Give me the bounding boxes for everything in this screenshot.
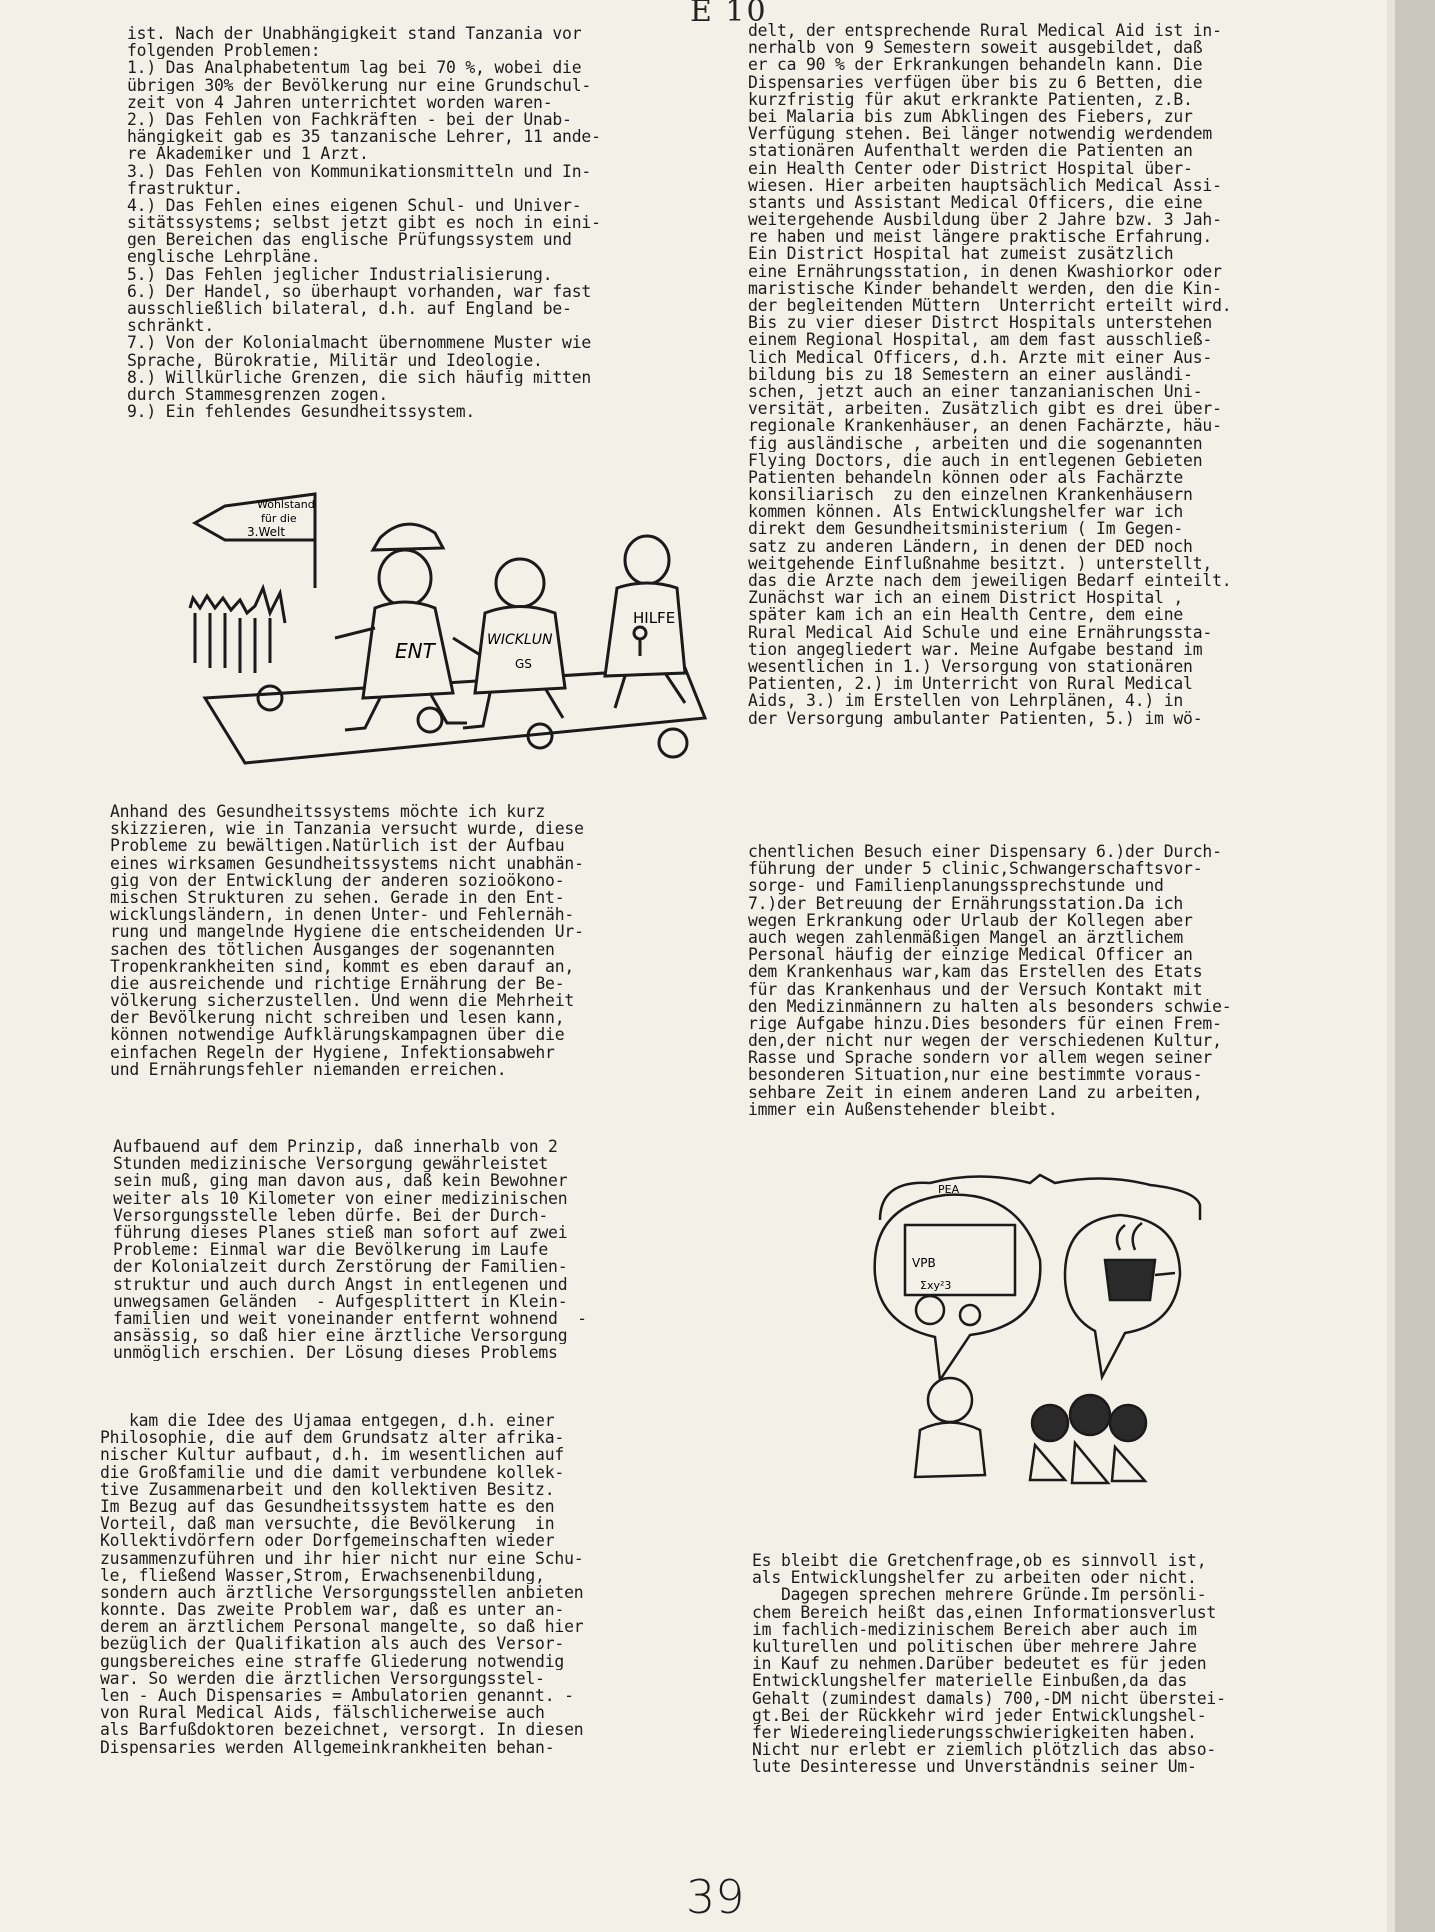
text-line: wegen Erkrankung oder Urlaub der Kollegen aber bbox=[748, 911, 1193, 929]
text-line: für das Krankenhaus und der Versuch Kontakt mit bbox=[748, 980, 1203, 998]
text-line: re Akademiker und 1 Arzt. bbox=[127, 145, 369, 163]
text-line: in Kauf zu nehmen.Darüber bedeutet es für jeden bbox=[752, 1655, 1207, 1673]
text-line: bildung bis zu 18 Semestern an einer ausländi- bbox=[748, 365, 1193, 383]
text-line: auch wegen zahlenmäßigen Mangel an ärztlichem bbox=[748, 928, 1184, 947]
text-line: struktur und auch durch Angst in entlegenen und bbox=[113, 1275, 568, 1293]
text-line: folgenden Problemen: bbox=[127, 42, 321, 60]
text-line: von Rural Medical Aids, fälschlicherweise auch bbox=[100, 1704, 545, 1722]
text-line: das die Ärzte nach dem jeweiligen Bedarf einteilt. bbox=[748, 572, 1232, 590]
text-line: durch Stammesgrenzen zogen. bbox=[127, 385, 389, 404]
figure-label-wicklun: WICKLUN bbox=[487, 632, 553, 648]
text-line: unmöglich erschien. Der Lösung dieses Problems bbox=[113, 1344, 558, 1362]
text-line: Dagegen sprechen mehrere Gründe.Im persönli- bbox=[752, 1586, 1207, 1604]
text-line: le, fließend Wasser,Strom, Erwachsenenbildung, bbox=[100, 1566, 545, 1584]
text-line: chem Bereich heißt das,einen Informationsverlust bbox=[752, 1603, 1217, 1621]
text-line: eines wirksamen Gesundheitssystems nicht unabhän- bbox=[110, 854, 584, 872]
text-line: kam die Idee des Ujamaa entgegen, d.h. einer bbox=[100, 1412, 555, 1430]
text-line: kommen können. Als Entwicklungshelfer war ich bbox=[748, 503, 1184, 521]
text-line: sein muß, ging man davon aus, daß kein Bewohner bbox=[113, 1172, 568, 1190]
text-line: weitgehende Einflußnahme besitzt. ) unterstellt, bbox=[748, 554, 1213, 572]
text-line: Nicht nur erlebt er ziemlich plötzlich das abso- bbox=[752, 1741, 1217, 1759]
text-line: sorge- und Familienplanungssprechstunde und bbox=[748, 877, 1164, 895]
text-line: gungsbereiches eine straffe Gliederung notwendig bbox=[100, 1652, 565, 1670]
text-line: 1.) Das Analphabetentum lag bei 70 %, wobei die bbox=[127, 59, 582, 77]
sign-text-1: Wohlstand bbox=[257, 498, 315, 511]
text-line: übrigen 30% der Bevölkerung nur eine Grundschul- bbox=[127, 76, 592, 94]
text-line: Philosophie, die auf dem Grundsatz alter afrika- bbox=[100, 1429, 565, 1447]
text-line: eine Ernährungsstation, in denen Kwashiorkor oder bbox=[748, 262, 1222, 280]
text-line: sehbare Zeit in einem anderen Land zu arbeiten, bbox=[748, 1083, 1203, 1101]
text-line: len - Auch Dispensaries = Ambulatorien genannt. - bbox=[100, 1687, 574, 1705]
text-line: Flying Doctors, die auch in entlegenen Gebieten bbox=[748, 451, 1203, 469]
text-line: satz zu anderen Ländern, in denen der DED noch bbox=[748, 537, 1193, 555]
text-line: und Ernährungsfehler niemanden erreichen. bbox=[110, 1060, 507, 1078]
text-line: 5.) Das Fehlen jeglicher Industrialisierung. bbox=[127, 265, 553, 283]
figure-label-hilfe: HILFE bbox=[633, 609, 676, 627]
text-line: war. So werden die ärztlichen Versorgungsstel- bbox=[100, 1669, 545, 1687]
text-line: Tropenkrankheiten sind, kommt es eben darauf an, bbox=[110, 957, 575, 975]
text-line: Probleme zu bewältigen.Natürlich ist der Aufbau bbox=[110, 837, 565, 855]
text-line: Rasse und Sprache sondern vor allem wegen seiner bbox=[748, 1049, 1213, 1067]
col2-gretchenfrage bbox=[752, 1552, 1226, 1775]
text-line: der begleitenden Müttern Unterricht erteilt wird. bbox=[748, 297, 1232, 315]
text-line: schen, jetzt auch an einer tanzanianischen Uni- bbox=[748, 382, 1203, 401]
text-line: ein Health Center oder District Hospital über- bbox=[748, 159, 1193, 177]
text-line: skizzieren, wie in Tanzania versucht wurde, diese bbox=[110, 820, 584, 838]
text-line: Anhand des Gesundheitssystems möchte ich kurz bbox=[110, 803, 546, 821]
text-line: wesentlichen in 1.) Versorgung von stationären bbox=[748, 657, 1193, 676]
col1-health-system-intro bbox=[110, 803, 584, 1078]
text-line: können notwendige Aufklärungskampagnen über die bbox=[110, 1026, 565, 1044]
text-line: der Kolonialzeit durch Zerstörung der Familien- bbox=[113, 1258, 568, 1276]
text-line: im fachlich-medizinischem Bereich aber auch im bbox=[752, 1620, 1197, 1638]
page-number: 39 bbox=[686, 1870, 745, 1924]
text-line: bezüglich der Qualifikation als auch des Versor- bbox=[100, 1635, 565, 1653]
text-line: lute Desinteresse und Unverständnis seiner Um- bbox=[752, 1758, 1197, 1776]
col1-ujamaa bbox=[100, 1412, 583, 1756]
text-line: tion angegliedert war. Meine Aufgabe bestand im bbox=[748, 640, 1203, 658]
text-line: den,der nicht nur wegen der verschiedenen Kultur, bbox=[748, 1032, 1222, 1050]
text-line: sachen des tötlichen Ausganges der sogenannten bbox=[110, 940, 555, 958]
text-line: Gehalt (zumindest damals) 700,-DM nicht überstei- bbox=[752, 1689, 1226, 1707]
text-line: weiter als 10 Kilometer von einer medizinischen bbox=[113, 1189, 568, 1207]
figure-label-ent: ENT bbox=[395, 639, 435, 663]
text-line: stationären Aufenthalt werden die Patienten an bbox=[748, 142, 1193, 160]
text-line: maristische Kinder behandelt werden, den die Kin- bbox=[748, 279, 1222, 297]
text-line: tive Zusammenarbeit und den kollektiven Besitz. bbox=[100, 1480, 555, 1498]
text-line: gen Bereichen das englische Prüfungssystem und bbox=[127, 231, 572, 249]
text-line: er ca 90 % der Erkrankungen behandeln kann. Die bbox=[748, 56, 1203, 74]
text-line: Entwicklungshelfer materielle Einbußen,da das bbox=[752, 1672, 1188, 1690]
text-line: später kam ich an ein Health Centre, dem eine bbox=[748, 606, 1184, 624]
text-line: wicklungsländern, in denen Unter- und Fehlernäh- bbox=[110, 906, 575, 924]
text-line: Aufbauend auf dem Prinzip, daß innerhalb von 2 bbox=[113, 1138, 558, 1156]
text-line: immer ein Außenstehender bleibt. bbox=[748, 1100, 1058, 1118]
bubble-label-sum: Σxy²3 bbox=[920, 1279, 952, 1292]
text-line: als Entwicklungshelfer zu arbeiten oder nicht. bbox=[752, 1569, 1197, 1587]
text-line: frastruktur. bbox=[127, 179, 244, 197]
text-line: 7.) Von der Kolonialmacht übernommene Muster wie bbox=[127, 334, 592, 352]
text-line: 2.) Das Fehlen von Fachkräften - bei der Unab- bbox=[127, 110, 572, 129]
text-line: fig ausländische , arbeiten und die sogenannten bbox=[748, 434, 1203, 452]
text-line: einfachen Regeln der Hygiene, Infektionsabwehr bbox=[110, 1043, 555, 1061]
text-line: kulturellen und politischen über mehrere Jahre bbox=[752, 1637, 1197, 1656]
text-line: 8.) Willkürliche Grenzen, die sich häufig mitten bbox=[127, 368, 592, 386]
col1-principle bbox=[113, 1138, 587, 1361]
text-line: sitätssystems; selbst jetzt gibt es noch in eini- bbox=[127, 214, 601, 232]
text-line: Im Bezug auf das Gesundheitssystem hatte es den bbox=[100, 1497, 555, 1516]
text-line: derem an ärztlichem Personal mangelte, so daß hier bbox=[100, 1618, 584, 1636]
text-line: regionale Krankenhäuser, an denen Fachärzte, häu- bbox=[748, 417, 1222, 435]
text-line: gig von der Entwicklung der anderen sozioökono- bbox=[110, 871, 565, 889]
text-line: Versorgungsstelle leben dürfe. Bei der Durch- bbox=[113, 1206, 549, 1224]
text-line: Verfügung stehen. Bei länger notwendig werdendem bbox=[748, 125, 1213, 143]
text-line: nischer Kultur aufbaut, d.h. im wesentlichen auf bbox=[100, 1446, 565, 1464]
text-line: 7.)der Betreuung der Ernährungsstation.Da ich bbox=[748, 894, 1184, 912]
text-line: der Bevölkerung nicht schreiben und lesen kann, bbox=[110, 1009, 565, 1027]
text-line: englische Lehrpläne. bbox=[127, 248, 321, 266]
text-line: 9.) Ein fehlendes Gesundheitssystem. bbox=[127, 403, 476, 421]
text-line: Personal häufig der einzige Medical Officer an bbox=[748, 946, 1193, 964]
handwritten-mark: E 10 bbox=[690, 0, 768, 29]
text-line: zeit von 4 Jahren unterrichtet worden waren- bbox=[127, 93, 553, 111]
text-line: Patienten, 2.) im Unterricht von Rural Medical bbox=[748, 675, 1193, 693]
text-line: lich Medical Officers, d.h. Ärzte mit einer Aus- bbox=[748, 348, 1213, 366]
text-line: nerhalb von 9 Semestern soweit ausgebildet, daß bbox=[748, 39, 1203, 57]
scan-shadow bbox=[1387, 0, 1395, 1932]
text-line: 4.) Das Fehlen eines eigenen Schul- und Univer- bbox=[127, 196, 582, 215]
text-line: rung und mangelnde Hygiene die entscheidenden Ur- bbox=[110, 923, 584, 941]
text-line: Sprache, Bürokratie, Militär und Ideologie. bbox=[127, 351, 543, 369]
text-line: Zunächst war ich an einem District Hospital , bbox=[748, 589, 1184, 607]
text-line: kurzfristig für akut erkrankte Patienten, z.B. bbox=[748, 90, 1193, 108]
text-line: delt, der entsprechende Rural Medical Aid ist in- bbox=[748, 22, 1222, 40]
text-line: dem Krankenhaus war,kam das Erstellen des Etats bbox=[748, 963, 1203, 981]
text-line: 3.) Das Fehlen von Kommunikationsmitteln und In- bbox=[127, 162, 592, 180]
text-line: sondern auch ärztliche Versorgungsstellen anbieten bbox=[100, 1583, 584, 1602]
text-line: konnte. Das zweite Problem war, daß es unter an- bbox=[100, 1601, 565, 1619]
text-line: 6.) Der Handel, so überhaupt vorhanden, war fast bbox=[127, 282, 592, 300]
text-line: Aids, 3.) im Erstellen von Lehrplänen, 4.) in bbox=[748, 692, 1184, 710]
text-line: einem Regional Hospital, am dem fast ausschließ- bbox=[748, 331, 1213, 349]
text-line: Patienten behandeln können oder als Fachärzte bbox=[748, 468, 1184, 487]
text-line: bei Malaria bis zum Abklingen des Fiebers, zur bbox=[748, 107, 1193, 126]
text-line: weitergehende Ausbildung über 2 Jahre bzw. 3 Jah- bbox=[748, 211, 1222, 229]
text-line: Ein District Hospital hat zumeist zusätzlich bbox=[748, 245, 1174, 263]
text-line: hängigkeit gab es 35 tanzanische Lehrer, 11 ande- bbox=[127, 128, 601, 146]
text-line: chentlichen Besuch einer Dispensary 6.)der Durch- bbox=[748, 843, 1222, 861]
figure-label-gs: GS bbox=[515, 657, 532, 671]
text-line: der Versorgung ambulanter Patienten, 5.) im wö- bbox=[748, 709, 1203, 727]
text-line: gt.Bei der Rückkehr wird jeder Entwicklungshel- bbox=[752, 1706, 1207, 1724]
text-line: unwegsamen Geländen - Aufgesplittert in Klein- bbox=[113, 1292, 568, 1310]
text-line: den Medizinmännern zu halten als besonders schwie- bbox=[748, 997, 1232, 1015]
cartoon-thought-bubbles bbox=[850, 1165, 1210, 1495]
text-line: Stunden medizinische Versorgung gewährleistet bbox=[113, 1155, 549, 1173]
text-line: ausschließlich bilateral, d.h. auf England be- bbox=[127, 300, 572, 318]
text-line: besonderen Situation,nur eine bestimmte voraus- bbox=[748, 1066, 1203, 1084]
bubble-label-vpb: VPB bbox=[912, 1256, 936, 1270]
text-line: führung dieses Planes stieß man sofort auf zwei bbox=[113, 1223, 568, 1242]
text-line: als Barfußdoktoren bezeichnet, versorgt. In diesen bbox=[100, 1721, 584, 1739]
text-line: die ausreichende und richtige Ernährung der Be- bbox=[110, 974, 565, 993]
col1-problem-list bbox=[127, 25, 601, 420]
text-line: ansässig, so daß hier eine ärztliche Versorgung bbox=[113, 1327, 568, 1345]
text-line: Rural Medical Aid Schule und eine Ernährungssta- bbox=[748, 623, 1213, 641]
sign-text-3: 3.Welt bbox=[247, 525, 286, 539]
text-line: die Großfamilie und die damit verbundene kollek- bbox=[100, 1463, 565, 1481]
text-line: schränkt. bbox=[127, 317, 215, 335]
col2-dispensaries bbox=[748, 22, 1231, 727]
col2-duties bbox=[748, 843, 1231, 1118]
text-line: Bis zu vier dieser Distrct Hospitals unterstehen bbox=[748, 314, 1213, 332]
text-line: konsiliarisch zu den einzelnen Krankenhäusern bbox=[748, 486, 1193, 504]
text-line: familien und weit voneinander entfernt wohnend - bbox=[113, 1309, 587, 1328]
text-line: Es bleibt die Gretchenfrage,ob es sinnvoll ist, bbox=[752, 1552, 1207, 1570]
sign-text-2: für die bbox=[261, 512, 297, 525]
text-line: mischen Strukturen zu sehen. Gerade in den Ent- bbox=[110, 888, 565, 907]
bubble-label-pea: PEA bbox=[938, 1183, 960, 1196]
text-line: re haben und meist längere praktische Erfahrung. bbox=[748, 228, 1213, 246]
text-line: Dispensaries verfügen über bis zu 6 Betten, die bbox=[748, 73, 1203, 91]
text-line: Dispensaries werden Allgemeinkrankheiten behan- bbox=[100, 1738, 555, 1756]
text-line: zusammenzuführen und ihr hier nicht nur eine Schu- bbox=[100, 1549, 584, 1567]
text-line: völkerung sicherzustellen. Und wenn die Mehrheit bbox=[110, 992, 575, 1010]
text-line: Kollektivdörfern oder Dorfgemeinschaften wieder bbox=[100, 1532, 555, 1550]
text-line: Probleme: Einmal war die Bevölkerung im Laufe bbox=[113, 1241, 549, 1259]
text-line: stants und Assistant Medical Officers, die eine bbox=[748, 193, 1203, 212]
text-line: Vorteil, daß man versuchte, die Bevölkerung in bbox=[100, 1515, 555, 1533]
text-line: wiesen. Hier arbeiten hauptsächlich Medical Assi- bbox=[748, 176, 1222, 194]
text-line: ist. Nach der Unabhängigkeit stand Tanzania vor bbox=[127, 25, 582, 43]
text-line: führung der under 5 clinic,Schwangerschaftsvor- bbox=[748, 860, 1203, 878]
scan-edge bbox=[1395, 0, 1435, 1932]
text-line: rige Aufgabe hinzu.Dies besonders für einen Frem- bbox=[748, 1014, 1222, 1033]
text-line: direkt dem Gesundheitsministerium ( Im Gegen- bbox=[748, 520, 1184, 538]
text-line: versität, arbeiten. Zusätzlich gibt es drei über- bbox=[748, 400, 1222, 418]
text-line: fer Wiedereingliederungsschwierigkeiten haben. bbox=[752, 1723, 1197, 1742]
cartoon-development-aid bbox=[185, 488, 725, 783]
